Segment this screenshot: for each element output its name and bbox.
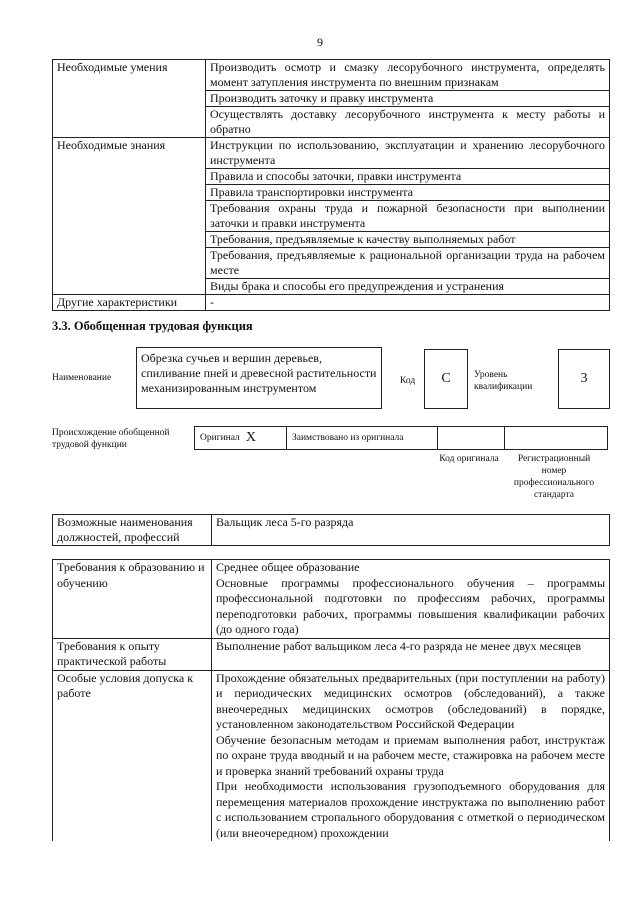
table-row [53, 638, 610, 670]
code-original-cell [437, 427, 505, 449]
origin-row [194, 426, 608, 450]
table-cell: Правила и способы заточки, правки инструмента [206, 169, 610, 185]
table-cell: Требования, предъявляемые к качеству выполняемых работ [206, 232, 610, 248]
original-mark: X [245, 430, 256, 445]
table-row [53, 560, 610, 639]
text-line: Основные программы профессионального обучения – программы профессиональной подготовки по профессиям рабочих, программы переподготовки рабочих, программы повышения квалификации рабочих (до одного года) [216, 575, 605, 636]
table-cell: Правила транспортировки инструмента [206, 185, 610, 201]
table-cell [212, 560, 610, 639]
section-title: 3.3. Обобщенная трудовая функция [52, 319, 253, 333]
requirements-table [52, 559, 610, 841]
table-cell: - [206, 295, 610, 311]
row-label: Требования к опыту практической работы [53, 638, 212, 670]
table-row [53, 60, 610, 91]
row-label: Возможные наименования должностей, профессий [53, 515, 212, 546]
row-label: Другие характеристики [53, 295, 206, 311]
text-line: При необходимости использования грузоподъемного оборудования для перемещения материалов прохождение инструктажа по выполнению работ с использованием стропального оборудования с отметкой о периодическом (или внеочередном) прохождении [216, 779, 605, 840]
page-number: 9 [317, 35, 323, 49]
row-label: Необходимые знания [53, 138, 206, 295]
level-value: 3 [580, 371, 588, 386]
text-line: Прохождение обязательных предварительных (при поступлении на работу) и периодических медицинских осмотров (обследований), а также внеочередных медицинских осмотров (обследований) в порядке, установленном законодательством Российской Федерации [216, 670, 605, 731]
table-row [53, 515, 610, 546]
table-cell: Виды брака и способы его предупреждения и устранения [206, 279, 610, 295]
code-label: Код [400, 376, 416, 386]
function-name: Обрезка сучьев и вершин деревьев, спиливание пней и древесной растительности механизированным инструментом [141, 351, 377, 395]
original-label: Оригинал [200, 433, 240, 443]
caption-code-original: Код оригинала [439, 454, 499, 464]
table-cell: Осуществлять доставку лесорубочного инструмента к месту работы и обратно [206, 107, 610, 138]
table-cell: Производить осмотр и смазку лесорубочного инструмента, определять момент затупления инструмента по внешним признакам [206, 60, 610, 91]
level-label: Уровень квалификации [474, 370, 533, 392]
code-value: С [441, 371, 451, 386]
row-label: Необходимые умения [53, 60, 206, 138]
code-box [424, 349, 468, 409]
caption-registration: Регистрационный номер профессионального стандарта [513, 454, 595, 500]
original-cell [195, 427, 287, 449]
row-label: Особые условия допуска к работе [53, 670, 212, 841]
origin-label: Происхождение обобщенной трудовой функции [52, 428, 170, 450]
table-row [53, 670, 610, 841]
level-box [558, 349, 610, 409]
skills-knowledge-table [52, 59, 610, 311]
table-row [53, 295, 610, 311]
borrowed-label: Заимствовано из оригинала [292, 433, 404, 443]
table-cell: Инструкции по использованию, эксплуатации и хранению лесорубочного инструмента [206, 138, 610, 169]
possible-names-table [52, 514, 610, 546]
text-line: Обучение безопасным методам и приемам выполнения работ, инструктаж по охране труда вводный и на рабочем месте, стажировка на рабочем месте и проверка знаний требований охраны труда [216, 732, 605, 778]
text-line: Среднее общее образование [216, 560, 360, 574]
table-cell: Вальщик леса 5-го разряда [212, 515, 610, 546]
table-cell: Требования охраны труда и пожарной безопасности при выполнении заточки и правки инструмента [206, 201, 610, 232]
table-cell: Выполнение работ вальщиком леса 4-го разряда не менее двух месяцев [212, 638, 610, 670]
row-label: Требования к образованию и обучению [53, 560, 212, 639]
name-label: Наименование [52, 373, 112, 383]
table-cell [212, 670, 610, 841]
function-name-box [136, 347, 382, 409]
table-row [53, 138, 610, 169]
table-cell: Производить заточку и правку инструмента [206, 91, 610, 107]
table-cell: Требования, предъявляемые к рациональной организации труда на рабочем месте [206, 248, 610, 279]
